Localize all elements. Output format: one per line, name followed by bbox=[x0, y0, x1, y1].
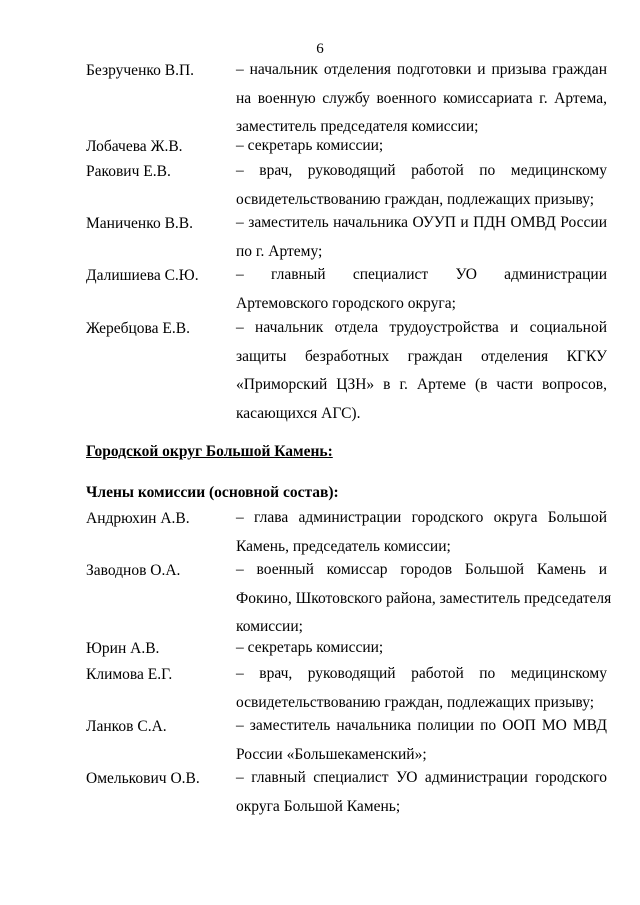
role-line: округа Большой Камень; bbox=[236, 797, 401, 815]
member-role bbox=[236, 660, 607, 717]
member-name: Маниченко В.В. bbox=[86, 215, 194, 232]
role-line: касающихся АГС). bbox=[236, 404, 361, 422]
member-role bbox=[236, 556, 612, 642]
member-role bbox=[236, 56, 607, 142]
role-line: на военную службу военного комиссариата г. Артема, bbox=[236, 89, 607, 107]
role-line: – заместитель начальника ОУУП и ПДН ОМВД России bbox=[236, 214, 607, 231]
section-subtitle: Члены комиссии (основной состав): bbox=[86, 484, 339, 501]
role-line: – начальник отделения подготовки и призыва граждан bbox=[236, 61, 607, 78]
member-role bbox=[236, 504, 607, 561]
role-line: – заместитель начальника полиции по ООП МО МВД bbox=[236, 717, 607, 734]
member-name: Андрюхин А.В. bbox=[86, 510, 190, 527]
role-line: – главный специалист УО администрации городского bbox=[236, 769, 607, 786]
member-name: Безрученко В.П. bbox=[86, 62, 195, 79]
member-name: Заводнов О.А. bbox=[86, 562, 181, 579]
role-line: – секретарь комиссии; bbox=[236, 639, 384, 656]
role-line: освидетельствованию граждан, подлежащих призыву; bbox=[236, 190, 595, 208]
role-line: – врач, руководящий работой по медицинскому bbox=[236, 665, 607, 682]
member-role bbox=[236, 314, 607, 428]
member-name: Лобачева Ж.В. bbox=[86, 138, 183, 155]
member-role bbox=[236, 764, 607, 821]
member-role bbox=[236, 712, 607, 769]
role-line: – военный комиссар городов Большой Камень и bbox=[236, 561, 607, 578]
member-name: Юрин А.В. bbox=[86, 640, 160, 657]
role-line: комиссии; bbox=[236, 618, 303, 635]
role-line: заместитель председателя комиссии; bbox=[236, 118, 479, 135]
member-role bbox=[236, 261, 607, 318]
role-line: – секретарь комиссии; bbox=[236, 137, 384, 154]
member-role bbox=[236, 634, 607, 663]
role-line: России «Большекаменский»; bbox=[236, 745, 427, 763]
member-name: Жеребцова Е.В. bbox=[86, 320, 190, 337]
role-line: освидетельствованию граждан, подлежащих призыву; bbox=[236, 693, 595, 711]
role-line: по г. Артему; bbox=[236, 242, 323, 260]
member-role bbox=[236, 157, 607, 214]
member-role bbox=[236, 209, 607, 266]
role-line: – главный специалист УО администрации bbox=[236, 266, 607, 283]
role-line: – глава администрации городского округа Большой bbox=[236, 509, 607, 526]
member-name: Омелькович О.В. bbox=[86, 770, 200, 787]
section-title: Городской округ Большой Камень: bbox=[86, 443, 333, 460]
member-name: Ланков С.А. bbox=[86, 718, 167, 735]
role-line: защиты безработных граждан отделения КГКУ bbox=[236, 347, 607, 365]
role-line: Камень, председатель комиссии; bbox=[236, 537, 451, 555]
role-line: Фокино, Шкотовского района, заместитель председателя bbox=[236, 589, 612, 607]
role-line: Артемовского городского округа; bbox=[236, 294, 456, 312]
member-name: Ракович Е.В. bbox=[86, 163, 171, 180]
page-number: 6 bbox=[316, 41, 324, 57]
role-line: «Приморский ЦЗН» в г. Артеме (в части вопросов, bbox=[236, 376, 607, 393]
role-line: – врач, руководящий работой по медицинскому bbox=[236, 162, 607, 179]
member-name: Далишиева С.Ю. bbox=[86, 267, 199, 284]
role-line: – начальник отдела трудоустройства и социальной bbox=[236, 319, 607, 336]
member-name: Климова Е.Г. bbox=[86, 666, 173, 683]
